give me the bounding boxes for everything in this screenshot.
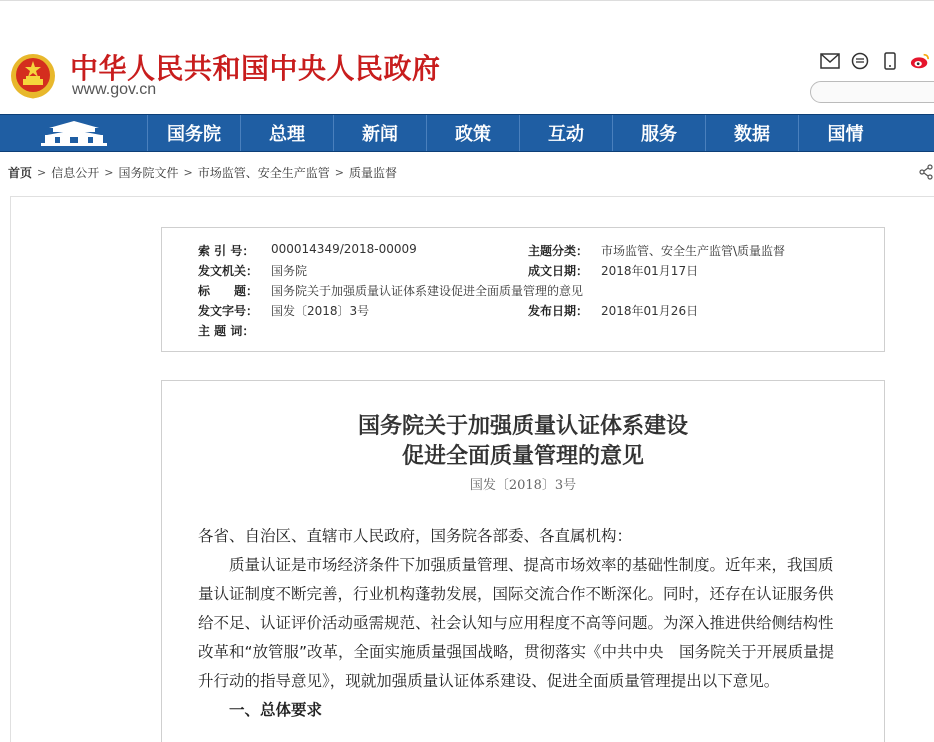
meta-index-label: 索 引 号： [198,244,255,258]
mail-icon[interactable] [820,51,840,71]
meta-category-value[interactable]: 市场监管、安全生产监管\质量监督 [601,244,786,258]
document-metadata [161,227,885,352]
meta-docno-value: 国发〔2018〕3号 [271,304,370,318]
document-title-line1: 国务院关于加强质量认证体系建设 [357,413,688,439]
chevron-right-icon: > [37,166,47,179]
meta-title-label: 标 题： [198,284,259,298]
chevron-right-icon: > [104,166,114,179]
nav-item-national-info[interactable]: 国情 [827,124,864,145]
search-input[interactable] [810,81,934,103]
document-body [198,522,848,725]
site-header [0,0,934,114]
site-title[interactable]: 中华人民共和国中央人民政府 [70,52,441,85]
chevron-right-icon: > [183,166,193,179]
header-icon-group [820,51,934,71]
breadcrumb-quality-supervision[interactable]: 质量监督 [348,166,397,180]
meta-docno-label: 发文字号： [198,304,259,318]
meta-keywords-row [198,322,271,339]
mobile-icon[interactable] [880,51,900,71]
meta-category-label: 主题分类： [528,244,589,258]
meta-issuer-value: 国务院 [271,264,308,278]
document-number: 国发〔2018〕3号 [469,478,577,493]
main-nav [0,114,934,152]
meta-keywords-label: 主 题 词： [198,324,255,338]
meta-written-row [528,262,698,279]
message-icon[interactable] [850,51,870,71]
weibo-icon[interactable] [910,51,930,71]
nav-item-premier[interactable]: 总理 [241,115,334,151]
meta-published-value: 2018年01月26日 [601,304,699,318]
nav-item-news[interactable]: 新闻 [334,115,427,151]
nav-item-data[interactable]: 数据 [706,115,799,151]
site-url[interactable]: www.gov.cn [72,81,157,98]
nav-item-services[interactable]: 服务 [613,115,706,151]
meta-issuer-row [198,262,307,279]
nav-home-button[interactable] [0,115,148,151]
document-content [161,380,885,742]
breadcrumb-market-supervision[interactable]: 市场监管、安全生产监管 [197,166,330,180]
meta-published-label: 发布日期： [528,304,589,318]
chevron-right-icon: > [334,166,344,179]
meta-title-value: 国务院关于加强质量认证体系建设促进全面质量管理的意见 [271,284,584,298]
meta-written-label: 成文日期： [528,264,589,278]
meta-index-row [198,242,417,259]
meta-index-value: 000014349/2018-00009 [271,242,417,256]
breadcrumb-info-disclosure[interactable]: 信息公开 [51,166,100,180]
document-section-heading: 一、总体要求 [229,701,323,719]
meta-written-value: 2018年01月17日 [601,264,699,278]
nav-item-interaction[interactable]: 互动 [520,115,613,151]
meta-published-row [528,302,698,319]
breadcrumb-state-council-docs[interactable]: 国务院文件 [118,166,179,180]
share-icon[interactable] [918,164,934,180]
nav-item-state-council[interactable]: 国务院 [148,115,241,151]
meta-docno-row [198,302,369,319]
tiananmen-icon [39,118,109,148]
breadcrumb-home[interactable]: 首页 [8,166,33,180]
meta-title-row [198,282,583,299]
nav-item-policy[interactable]: 政策 [427,115,520,151]
document-paragraph: 质量认证是市场经济条件下加强质量管理、提高市场效率的基础性制度。近年来，我国质量认证制度不断完善，行业机构蓬勃发展，国际交流合作不断深化。同时，还存在认证服务供给不足、认证评价活动亟需规范、社会认知与应用程度不高等问题。为深入推进供给侧结构性改革和“放管服”改革，全面实施质量强国战略，贯彻落实《中共中央 国务院关于开展质量提升行动的指导意见》，现就加强质量认证体系建设、促进全面质量管理提出以下意见。 [198,556,835,690]
meta-category-row [528,242,785,259]
breadcrumb [8,164,397,181]
meta-issuer-label: 发文机关： [198,264,259,278]
document-salutation: 各省、自治区、直辖市人民政府，国务院各部委、各直属机构： [198,527,633,545]
national-emblem-icon[interactable] [8,51,58,101]
document-title-line2: 促进全面质量管理的意见 [401,443,644,469]
